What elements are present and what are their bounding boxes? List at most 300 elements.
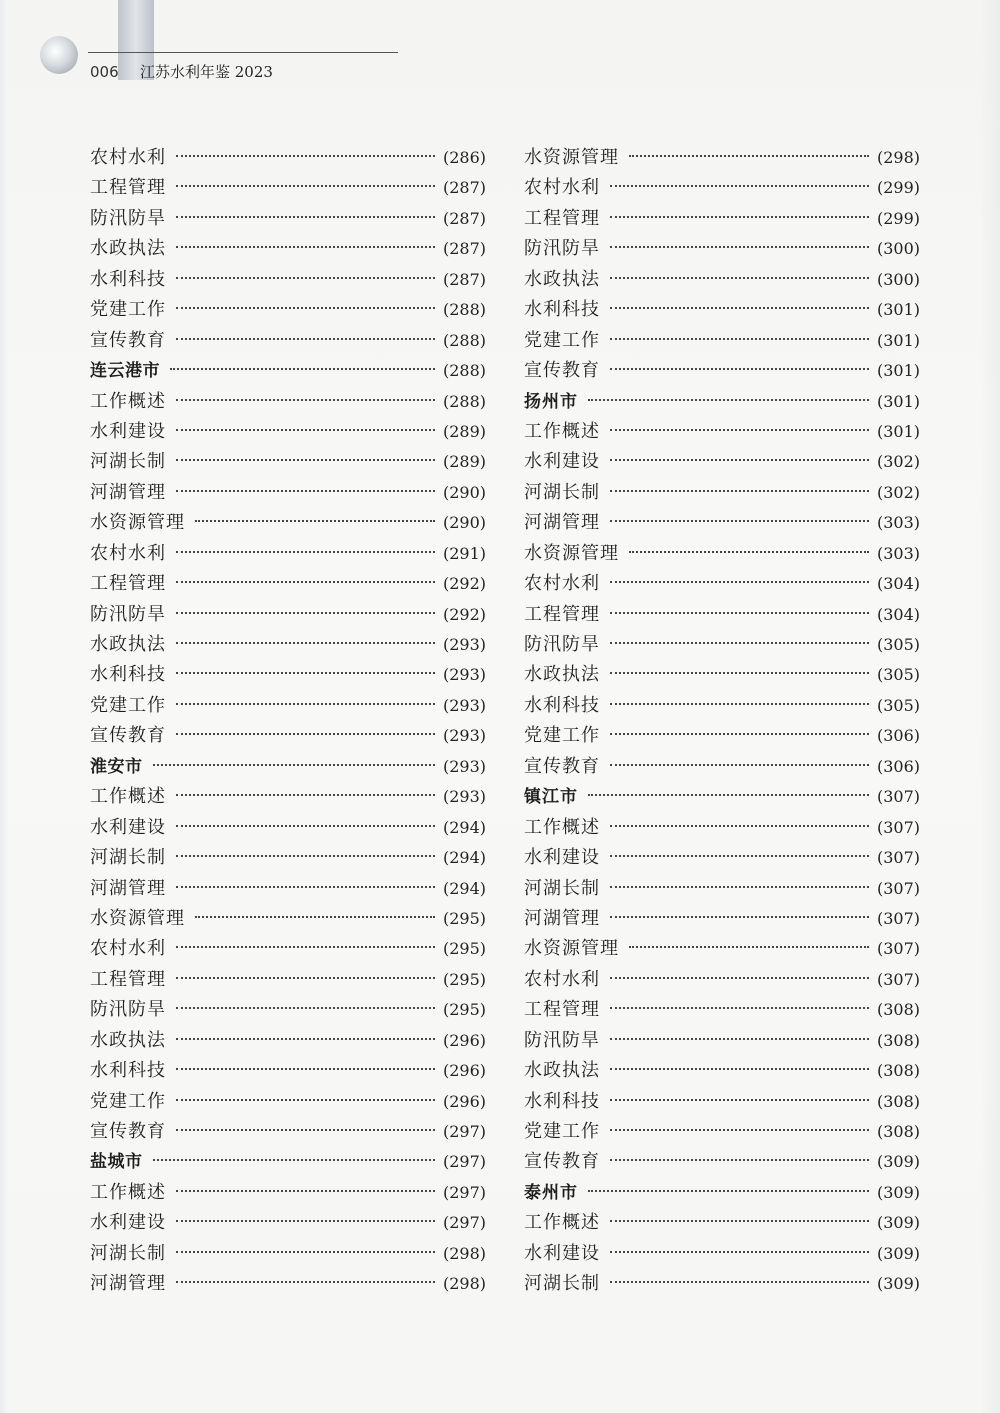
toc-entry[interactable] — [524, 234, 920, 264]
toc-entry-page: (290) — [442, 482, 486, 502]
toc-entry[interactable] — [524, 600, 920, 630]
toc-entry-label: 工程管理 — [90, 968, 166, 990]
dot-leader — [610, 916, 869, 918]
toc-entry-page: (301) — [876, 361, 920, 381]
toc-entry-label: 水利建设 — [90, 420, 166, 442]
toc-entry-page: (298) — [442, 1243, 486, 1263]
dot-leader — [610, 338, 869, 340]
toc-entry-label: 淮安市 — [90, 756, 143, 777]
toc-entry-label: 水利科技 — [524, 694, 600, 716]
toc-entry-page: (296) — [442, 1061, 486, 1081]
toc-section-heading[interactable] — [90, 752, 486, 782]
toc-entry-page: (293) — [442, 665, 486, 685]
toc-entry[interactable] — [90, 234, 486, 264]
toc-entry-page: (307) — [876, 787, 920, 807]
toc-entry-page: (307) — [876, 848, 920, 868]
toc-entry-label: 泰州市 — [524, 1182, 578, 1203]
toc-entry-label: 农村水利 — [90, 938, 166, 960]
toc-entry-page: (305) — [876, 665, 920, 685]
toc-entry-label: 宣传教育 — [524, 360, 600, 382]
toc-entry-label: 水利科技 — [90, 664, 166, 686]
toc-entry[interactable] — [90, 1239, 486, 1269]
toc-entry-label: 河湖长制 — [90, 1242, 166, 1264]
toc-entry[interactable] — [524, 1056, 920, 1086]
toc-entry-label: 宣传教育 — [524, 1151, 600, 1173]
toc-entry-page: (301) — [876, 421, 920, 441]
toc-entry[interactable] — [90, 326, 486, 356]
toc-entry-page: (288) — [442, 330, 486, 350]
toc-entry-label: 工程管理 — [90, 573, 166, 595]
toc-entry-page: (309) — [876, 1243, 920, 1263]
dot-leader — [176, 1007, 435, 1009]
toc-entry-page: (300) — [876, 239, 920, 259]
dot-leader — [610, 1038, 869, 1040]
binding-edge — [0, 0, 8, 1413]
dot-leader — [610, 429, 869, 431]
dot-leader — [176, 855, 435, 857]
toc-entry-page: (306) — [876, 726, 920, 746]
toc-entry-label: 党建工作 — [90, 1090, 166, 1112]
toc-entry-page: (297) — [442, 1122, 486, 1141]
dot-leader — [176, 1220, 435, 1222]
dot-leader — [610, 1099, 869, 1101]
toc-entry[interactable] — [524, 265, 920, 295]
toc-entry-page: (293) — [442, 756, 486, 776]
toc-entry-page: (294) — [442, 817, 486, 837]
toc-entry-label: 工作概述 — [524, 1212, 600, 1234]
toc-entry-label: 河湖管理 — [90, 481, 166, 503]
toc-entry[interactable] — [524, 660, 920, 690]
dot-leader — [610, 1220, 869, 1222]
toc-entry[interactable] — [90, 295, 486, 325]
toc-entry[interactable] — [90, 691, 486, 721]
toc-entry[interactable] — [524, 813, 920, 843]
toc-entry-label: 水利科技 — [90, 268, 166, 290]
toc-entry-page: (292) — [442, 604, 486, 624]
toc-entry[interactable] — [90, 721, 486, 751]
toc-entry-page: (293) — [442, 635, 486, 654]
toc-entry-page: (301) — [876, 300, 920, 320]
dot-leader — [176, 1190, 435, 1192]
dot-leader — [610, 277, 869, 279]
dot-leader — [176, 277, 435, 279]
toc-entry[interactable] — [90, 417, 486, 447]
dot-leader — [176, 581, 435, 583]
toc-entry-label: 宣传教育 — [90, 725, 166, 747]
dot-leader — [176, 216, 435, 218]
toc-entry-label: 农村水利 — [524, 968, 600, 990]
dot-leader — [610, 216, 869, 218]
header-rule — [88, 52, 398, 53]
toc-entry-page: (308) — [876, 1030, 920, 1050]
toc-entry-label: 宣传教育 — [90, 329, 166, 351]
toc-entry-label: 河湖长制 — [524, 877, 600, 899]
toc-entry-page: (304) — [876, 604, 920, 624]
toc-entry[interactable] — [524, 1239, 920, 1269]
toc-entry-page: (307) — [876, 878, 920, 898]
book-title: 江苏水利年鉴 2023 — [140, 63, 273, 81]
toc-entry-label: 农村水利 — [90, 542, 166, 564]
dot-leader — [176, 551, 435, 553]
toc-entry-label: 河湖长制 — [524, 1273, 600, 1295]
toc-entry[interactable] — [90, 813, 486, 843]
toc-entry-page: (293) — [442, 787, 486, 807]
toc-entry-page: (288) — [442, 361, 486, 381]
toc-column-right — [524, 143, 920, 1300]
toc-entry-label: 防汛防旱 — [524, 238, 600, 260]
toc-entry-page: (292) — [442, 574, 486, 594]
toc-entry[interactable] — [524, 874, 920, 904]
dot-leader — [195, 916, 435, 918]
toc-entry-page: (295) — [442, 908, 486, 928]
toc-entry-label: 盐城市 — [90, 1152, 143, 1173]
dot-leader — [610, 1251, 869, 1253]
toc-entry-label: 水政执法 — [524, 268, 600, 290]
dot-leader — [610, 1007, 869, 1009]
toc-entry-page: (308) — [876, 1091, 920, 1111]
toc-entry-page: (288) — [442, 391, 486, 411]
toc-entry-label: 农村水利 — [524, 177, 600, 199]
toc-entry[interactable] — [524, 1147, 920, 1177]
toc-entry-page: (305) — [876, 635, 920, 654]
toc-entry-label: 水利建设 — [524, 1242, 600, 1264]
dot-leader — [610, 1068, 869, 1070]
dot-leader — [610, 520, 869, 522]
dot-leader — [588, 794, 869, 796]
toc-entry-page: (296) — [442, 1091, 486, 1111]
toc-entry-page: (309) — [876, 1213, 920, 1233]
dot-leader — [176, 338, 435, 340]
toc-entry[interactable] — [524, 295, 920, 325]
dot-leader — [629, 946, 869, 948]
toc-entry-label: 防汛防旱 — [524, 634, 600, 655]
toc-entry[interactable] — [524, 1208, 920, 1238]
toc-entry[interactable] — [90, 508, 486, 538]
toc-entry[interactable] — [90, 204, 486, 234]
toc-entry-page: (287) — [442, 239, 486, 259]
dot-leader — [588, 1190, 869, 1192]
toc-entry[interactable] — [524, 173, 920, 203]
toc-entry-label: 党建工作 — [524, 1121, 600, 1142]
toc-entry-page: (307) — [876, 939, 920, 959]
toc-entry-page: (301) — [876, 391, 920, 411]
toc-entry-page: (309) — [876, 1182, 920, 1202]
toc-entry-label: 工作概述 — [90, 1181, 166, 1203]
toc-entry[interactable] — [524, 721, 920, 751]
toc-entry-page: (290) — [442, 513, 486, 533]
toc-entry[interactable] — [90, 478, 486, 508]
toc-entry[interactable] — [90, 1026, 486, 1056]
toc-entry[interactable] — [524, 508, 920, 538]
toc-entry[interactable] — [524, 904, 920, 934]
toc-entry-page: (309) — [876, 1152, 920, 1172]
toc-entry[interactable] — [524, 478, 920, 508]
toc-entry[interactable] — [90, 143, 486, 173]
toc-entry-page: (303) — [876, 513, 920, 533]
toc-entry[interactable] — [524, 691, 920, 721]
toc-entry-label: 扬州市 — [524, 391, 578, 412]
dot-leader — [176, 1038, 435, 1040]
toc-entry-label: 水利建设 — [90, 1212, 166, 1234]
dot-leader — [176, 977, 435, 979]
toc-entry-label: 党建工作 — [90, 299, 166, 321]
toc-entry-page: (287) — [442, 269, 486, 289]
toc-entry[interactable] — [524, 417, 920, 447]
dot-leader — [610, 185, 869, 187]
dot-leader — [176, 1251, 435, 1253]
toc-entry[interactable] — [524, 204, 920, 234]
toc-entry-page: (307) — [876, 817, 920, 837]
toc-entry-page: (304) — [876, 574, 920, 594]
toc-entry-page: (297) — [442, 1213, 486, 1233]
toc-entry[interactable] — [524, 356, 920, 386]
toc-entry-page: (308) — [876, 1122, 920, 1141]
toc-entry[interactable] — [524, 843, 920, 873]
toc-entry-page: (297) — [442, 1152, 486, 1172]
toc-entry-label: 河湖长制 — [90, 451, 166, 473]
toc-entry[interactable] — [524, 752, 920, 782]
toc-entry-page: (307) — [876, 908, 920, 928]
toc-entry-page: (297) — [442, 1182, 486, 1202]
dot-leader — [610, 825, 869, 827]
page-number: 006 — [90, 63, 119, 81]
toc-entry[interactable] — [524, 447, 920, 477]
dot-leader — [195, 520, 435, 522]
toc-entry-label: 水资源管理 — [90, 907, 185, 929]
toc-entry-label: 防汛防旱 — [90, 999, 166, 1021]
toc-entry-page: (299) — [876, 208, 920, 228]
header-decoration-circle — [40, 36, 78, 74]
toc-section-heading[interactable] — [90, 356, 486, 386]
toc-entry-page: (301) — [876, 330, 920, 350]
toc-entry-label: 水利建设 — [90, 816, 166, 838]
toc-entry-label: 宣传教育 — [524, 755, 600, 777]
toc-entry[interactable] — [90, 782, 486, 812]
toc-entry-page: (309) — [876, 1274, 920, 1294]
toc-entry[interactable] — [524, 630, 920, 660]
dot-leader — [176, 1068, 435, 1070]
toc-entry[interactable] — [90, 1178, 486, 1208]
toc-entry-label: 防汛防旱 — [90, 207, 166, 229]
toc-entry-page: (291) — [442, 543, 486, 563]
dot-leader — [610, 886, 869, 888]
page-edge-shadow — [980, 0, 1000, 1413]
dot-leader — [176, 429, 435, 431]
toc-entry[interactable] — [524, 539, 920, 569]
toc-entry[interactable] — [90, 874, 486, 904]
dot-leader — [610, 307, 869, 309]
dot-leader — [176, 825, 435, 827]
toc-section-heading[interactable] — [524, 782, 920, 812]
toc-entry-label: 水政执法 — [524, 664, 600, 686]
toc-entry-page: (293) — [442, 726, 486, 746]
dot-leader — [176, 155, 435, 157]
toc-entry[interactable] — [524, 995, 920, 1025]
toc-entry[interactable] — [524, 1026, 920, 1056]
toc-entry-label: 连云港市 — [90, 361, 160, 382]
toc-entry-page: (296) — [442, 1030, 486, 1050]
toc-entry-label: 河湖管理 — [524, 512, 600, 534]
toc-entry-label: 工作概述 — [90, 390, 166, 412]
toc-entry-label: 农村水利 — [524, 573, 600, 595]
toc-entry-page: (307) — [876, 969, 920, 989]
toc-entry-page: (294) — [442, 878, 486, 898]
toc-entry-label: 水政执法 — [90, 1029, 166, 1051]
toc-entry[interactable] — [90, 843, 486, 873]
dot-leader — [176, 185, 435, 187]
toc-section-heading[interactable] — [90, 1147, 486, 1177]
dot-leader — [610, 977, 869, 979]
toc-section-heading[interactable] — [524, 1178, 920, 1208]
toc-entry-page: (298) — [442, 1274, 486, 1294]
toc-entry[interactable] — [90, 447, 486, 477]
toc-entry-page: (302) — [876, 452, 920, 472]
toc-entry-page: (305) — [876, 695, 920, 715]
toc-entry-label: 河湖管理 — [524, 907, 600, 929]
toc-entry[interactable] — [90, 569, 486, 599]
toc-entry-label: 河湖管理 — [90, 1273, 166, 1295]
toc-section-heading[interactable] — [524, 387, 920, 417]
toc-entry[interactable] — [524, 934, 920, 964]
toc-entry-label: 农村水利 — [90, 147, 166, 168]
toc-entry-page: (308) — [876, 1000, 920, 1020]
toc-entry-page: (288) — [442, 300, 486, 320]
toc-entry-label: 镇江市 — [524, 787, 578, 808]
toc-entry[interactable] — [524, 1269, 920, 1299]
dot-leader — [176, 1099, 435, 1101]
toc-entry[interactable] — [90, 904, 486, 934]
toc-entry[interactable] — [524, 143, 920, 173]
toc-entry-page: (294) — [442, 848, 486, 868]
dot-leader — [176, 490, 435, 492]
toc-entry-page: (306) — [876, 756, 920, 776]
toc-entry-label: 工作概述 — [90, 786, 166, 808]
toc-entry-label: 河湖长制 — [524, 481, 600, 503]
dot-leader — [153, 1159, 435, 1161]
toc-entry[interactable] — [90, 660, 486, 690]
dot-leader — [176, 1281, 435, 1283]
toc-entry-label: 工程管理 — [90, 177, 166, 199]
dot-leader — [629, 155, 869, 157]
toc-entry[interactable] — [90, 995, 486, 1025]
toc-entry-page: (302) — [876, 482, 920, 502]
dot-leader — [176, 946, 435, 948]
toc-entry[interactable] — [524, 569, 920, 599]
toc-entry-label: 水资源管理 — [90, 512, 185, 534]
toc-entry[interactable] — [524, 326, 920, 356]
dot-leader — [176, 733, 435, 735]
dot-leader — [176, 459, 435, 461]
toc-entry-label: 党建工作 — [524, 725, 600, 747]
toc-entry-label: 水资源管理 — [524, 938, 619, 960]
toc-entry-page: (295) — [442, 1000, 486, 1020]
toc-entry-label: 工程管理 — [524, 999, 600, 1021]
toc-entry[interactable] — [524, 1087, 920, 1117]
toc-entry[interactable] — [90, 1208, 486, 1238]
dot-leader — [588, 399, 869, 401]
dot-leader — [176, 672, 435, 674]
dot-leader — [610, 764, 869, 766]
dot-leader — [610, 581, 869, 583]
toc-entry[interactable] — [524, 1117, 920, 1147]
dot-leader — [176, 642, 435, 644]
dot-leader — [176, 246, 435, 248]
toc-entry-page: (287) — [442, 178, 486, 198]
toc-entry-page: (308) — [876, 1061, 920, 1081]
toc-entry-label: 宣传教育 — [90, 1121, 166, 1142]
toc-entry-label: 防汛防旱 — [524, 1029, 600, 1051]
toc-entry-label: 党建工作 — [90, 694, 166, 716]
toc-entry-label: 工作概述 — [524, 816, 600, 838]
toc-entry[interactable] — [90, 1117, 486, 1147]
toc-entry-label: 工程管理 — [524, 207, 600, 229]
dot-leader — [610, 642, 869, 644]
toc-entry-label: 河湖管理 — [90, 877, 166, 899]
toc-entry[interactable] — [90, 965, 486, 995]
toc-entry-page: (303) — [876, 543, 920, 563]
dot-leader — [176, 612, 435, 614]
toc-entry-label: 水政执法 — [90, 634, 166, 655]
toc-entry[interactable] — [90, 1087, 486, 1117]
toc-entry-label: 水利科技 — [524, 1090, 600, 1112]
toc-entry[interactable] — [90, 600, 486, 630]
toc-entry-label: 水资源管理 — [524, 147, 619, 168]
dot-leader — [610, 1159, 869, 1161]
dot-leader — [610, 612, 869, 614]
dot-leader — [176, 794, 435, 796]
toc-entry-page: (295) — [442, 969, 486, 989]
dot-leader — [176, 886, 435, 888]
toc-entry-page: (289) — [442, 452, 486, 472]
toc-entry[interactable] — [90, 630, 486, 660]
dot-leader — [610, 855, 869, 857]
dot-leader — [629, 551, 869, 553]
toc-entry-page: (293) — [442, 695, 486, 715]
toc-entry-label: 水利建设 — [524, 847, 600, 869]
dot-leader — [610, 703, 869, 705]
toc-entry[interactable] — [90, 173, 486, 203]
toc-entry-page: (286) — [442, 148, 486, 167]
toc-entry-label: 工作概述 — [524, 420, 600, 442]
toc-entry[interactable] — [90, 934, 486, 964]
toc-entry-page: (299) — [876, 178, 920, 198]
dot-leader — [610, 490, 869, 492]
toc-entry-label: 水政执法 — [524, 1060, 600, 1082]
dot-leader — [153, 764, 435, 766]
toc-entry-label: 防汛防旱 — [90, 603, 166, 625]
dot-leader — [610, 1281, 869, 1283]
dot-leader — [170, 368, 435, 370]
toc-entry-label: 水资源管理 — [524, 542, 619, 564]
toc-entry-label: 党建工作 — [524, 329, 600, 351]
toc-entry[interactable] — [524, 965, 920, 995]
toc-column-left — [90, 143, 486, 1300]
toc-entry-page: (289) — [442, 421, 486, 441]
dot-leader — [610, 1129, 869, 1131]
dot-leader — [610, 246, 869, 248]
toc-entry[interactable] — [90, 539, 486, 569]
dot-leader — [176, 703, 435, 705]
toc-entry-page: (287) — [442, 208, 486, 228]
dot-leader — [610, 672, 869, 674]
toc-entry-label: 河湖长制 — [90, 847, 166, 869]
toc-entry[interactable] — [90, 265, 486, 295]
toc-entry[interactable] — [90, 1269, 486, 1299]
toc-entry-page: (298) — [876, 148, 920, 167]
toc-entry[interactable] — [90, 387, 486, 417]
toc-entry[interactable] — [90, 1056, 486, 1086]
dot-leader — [610, 368, 869, 370]
